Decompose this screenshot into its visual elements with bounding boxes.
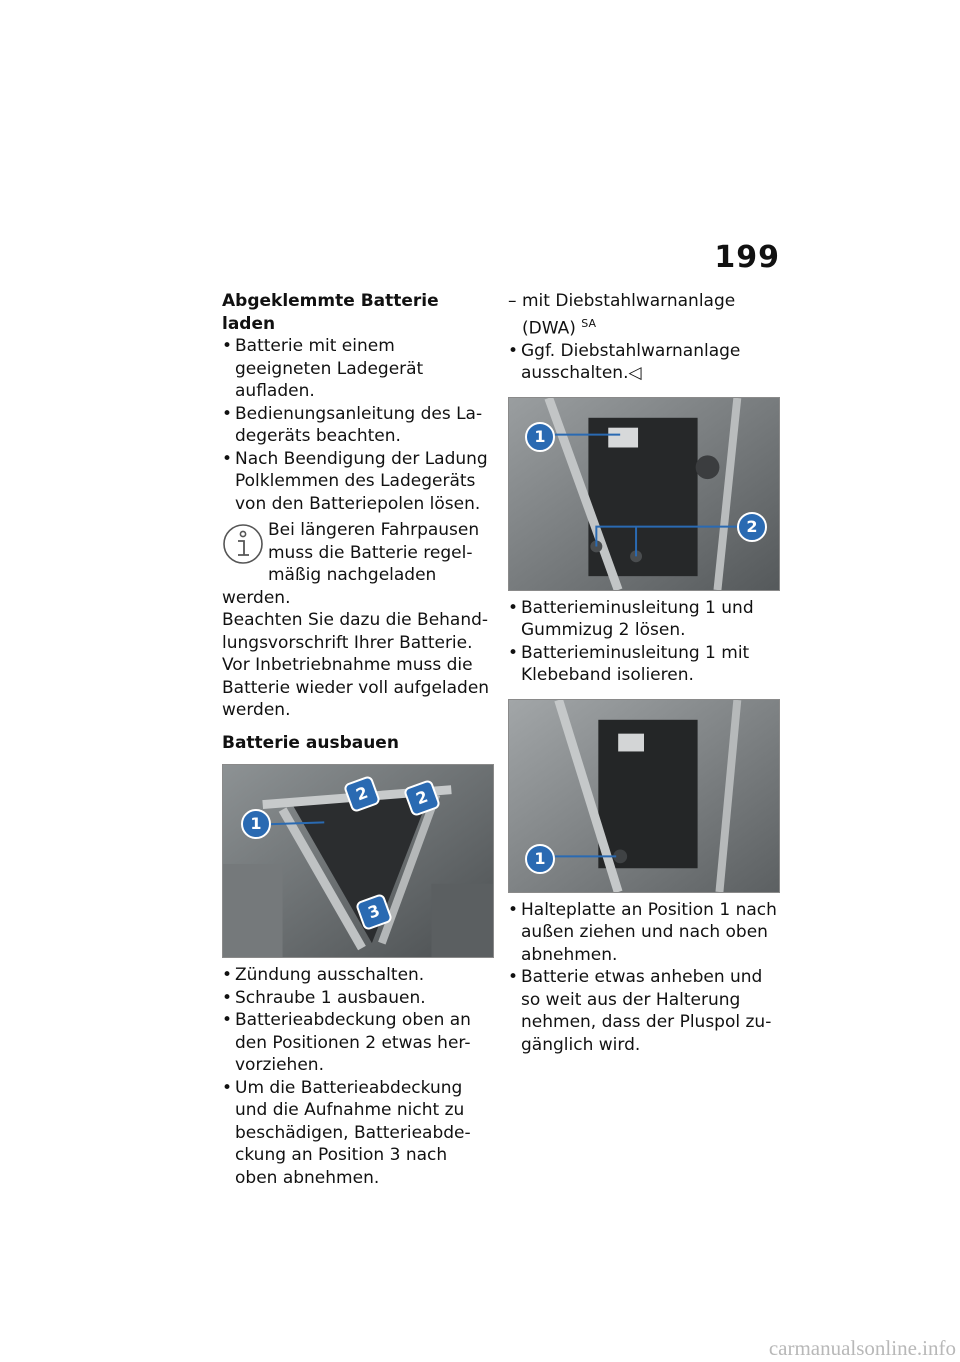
remove-battery-steps-list	[508, 899, 780, 1057]
note-text: Bei längeren Fahrpausen muss die Batterie regel-mäßig nachgeladen werden.	[222, 520, 480, 608]
retaining-plate-photo	[508, 699, 780, 893]
info-icon	[222, 523, 264, 565]
left-column	[222, 290, 494, 1189]
note-text: Beachten Sie dazu die Behand-lungsvorschrift Ihrer Batterie.	[222, 610, 489, 653]
charge-steps-list	[222, 335, 494, 515]
right-column	[508, 290, 780, 1056]
callout-1: 1	[525, 422, 555, 452]
callout-2: 2	[343, 775, 381, 813]
heading-charge-disconnected-battery: Abgeklemmte Batterie laden	[222, 291, 439, 334]
list-item	[508, 290, 780, 340]
callout-2: 2	[737, 512, 767, 542]
dash-item-text: mit Diebstahlwarnanlage (DWA)	[522, 291, 736, 339]
list-item: • Schraube 1 ausbauen.	[222, 987, 494, 1010]
list-item: • Zündung ausschalten.	[222, 964, 494, 987]
list-item: • Batterieminusleitung 1 und Gummizug 2 lösen.	[508, 597, 780, 642]
remove-cover-steps-list	[222, 964, 494, 1189]
note-text: Vor Inbetriebnahme muss die Batterie wieder voll aufgeladen werden.	[222, 655, 490, 720]
sa-superscript: SA	[581, 316, 596, 330]
callout-1: 1	[241, 809, 271, 839]
list-item: • Halteplatte an Position 1 nach außen ziehen und nach oben abnehmen.	[508, 899, 780, 967]
callout-1: 1	[525, 844, 555, 874]
heading-remove-battery: Batterie ausbauen	[222, 732, 399, 753]
minus-cable-steps-list	[508, 597, 780, 687]
callout-2: 2	[403, 779, 441, 817]
list-item: • Batterieminusleitung 1 mit Klebeband isolieren.	[508, 642, 780, 687]
info-note	[222, 519, 494, 722]
battery-cover-photo	[222, 764, 494, 958]
list-item: • Batterieabdeckung oben an den Positionen 2 etwas her-vorziehen.	[222, 1009, 494, 1077]
list-item: • Batterie mit einem geeigneten Ladegerät aufladen.	[222, 335, 494, 403]
watermark: carmanualsonline.info	[768, 1336, 956, 1360]
list-item: • Um die Batterieabdeckung und die Aufnahme nicht zu beschädigen, Batterieabde-ckung an Position 3 nach oben abnehmen.	[222, 1077, 494, 1190]
battery-minus-cable-photo	[508, 397, 780, 591]
page-number: 199	[714, 240, 780, 275]
list-item: • Bedienungsanleitung des La-degeräts beachten.	[222, 403, 494, 448]
list-item: • Batterie etwas anheben und so weit aus der Halterung nehmen, dass der Pluspol zu-gänglich wird.	[508, 966, 780, 1056]
callout-3: 3	[355, 893, 393, 931]
list-item: • Nach Beendigung der Ladung Polklemmen des Ladegeräts von den Batteriepolen lösen.	[222, 448, 494, 516]
list-item: • Ggf. Diebstahlwarnanlage ausschalten.◁	[508, 340, 780, 385]
anti-theft-list	[508, 290, 780, 385]
